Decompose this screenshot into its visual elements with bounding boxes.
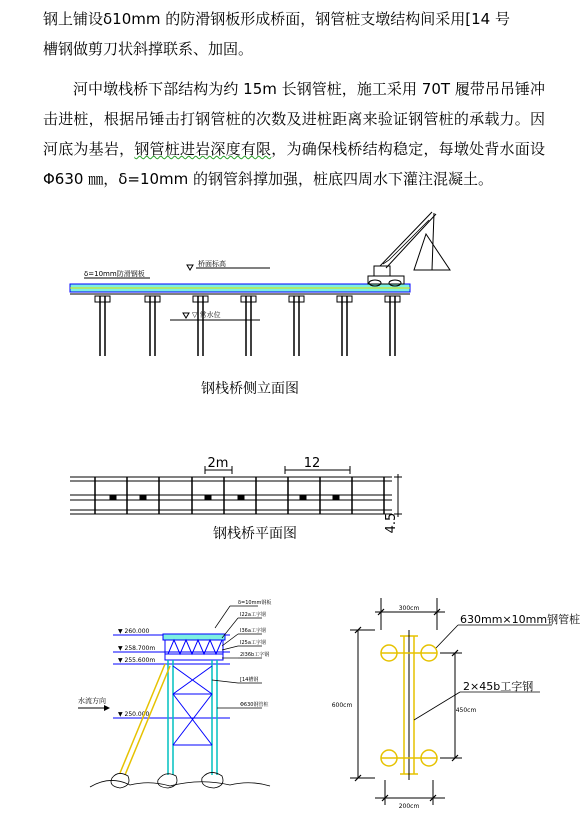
figure1-caption: 钢栈桥侧立面图 [201,381,299,397]
label-plate: δ=10mm钢板 [238,600,272,606]
label-2i36: 2I36b工字钢 [240,652,270,658]
para1-line2: 槽钢做剪刀状斜撑联系、加固。 [43,40,254,58]
label-i22: I22a工字钢 [240,612,266,618]
figure-pier-elevation [78,599,271,788]
dim-2m: 2m [207,456,229,471]
label-pile: Φ630钢管桩 [240,702,269,708]
para2-text-a: 河中墩栈桥下部结构为约 15m 长钢管桩，施工采用 70T 履带吊吊锤冲击进桩，根据吊锤击打钢管桩的次数及进桩距离来验证钢管桩的承载力。因河底为基岩， [43,80,545,158]
para2-text-b: 钢管桩进岩深度有限 [134,140,272,158]
dim-600cm: 600cm [331,702,353,709]
figure-side-elevation [70,212,450,356]
pier-cap-beam [163,634,225,640]
figure-pier-plan [332,598,580,810]
figure2-caption: 钢栈桥平面图 [213,526,297,542]
dim-4-5: 4.5 [384,512,399,534]
deck-plate-label: δ=10mm防滑钢板 [84,270,145,278]
label-channel: [14槽钢 [240,677,259,683]
piles [100,296,395,356]
label-i25: I25a工字钢 [240,640,266,646]
bedrock [90,772,270,788]
dim-450cm: 450cm [455,707,477,714]
para2-text-c: ，为确保栈桥结构稳定，每墩处背水面设Φ630 ㎜，δ=10mm 的钢管斜撑加强，桩底四周水下灌注混凝土。 [43,140,545,188]
flow-direction-label: 水流方向 [78,697,106,705]
elev-258: ▼ 258.700m [118,645,156,652]
dim-300cm: 300cm [398,605,420,612]
elev-255: ▼ 255.600m [118,657,156,664]
crawler-crane-icon [368,212,450,286]
beam-label: 2×45b工字钢 [463,680,534,693]
dim-12: 12 [303,456,321,471]
deck-level-label: 桥面标高 [198,260,226,268]
elev-260: ▼ 260.000 [118,628,150,635]
figure-plan [70,456,402,533]
pipe-label: 630mm×10mm钢管桩 [460,613,581,626]
dim-200cm: 200cm [398,803,420,810]
elev-250: ▼ 250.000 [118,711,150,718]
para1-line1: 钢上铺设δ10mm 的防滑钢板形成桥面，钢管桩支墩结构间采用[14 号 [43,10,510,28]
label-i36: I36a工字钢 [240,628,266,634]
water-level-label: ▽ 常水位 [192,311,221,319]
